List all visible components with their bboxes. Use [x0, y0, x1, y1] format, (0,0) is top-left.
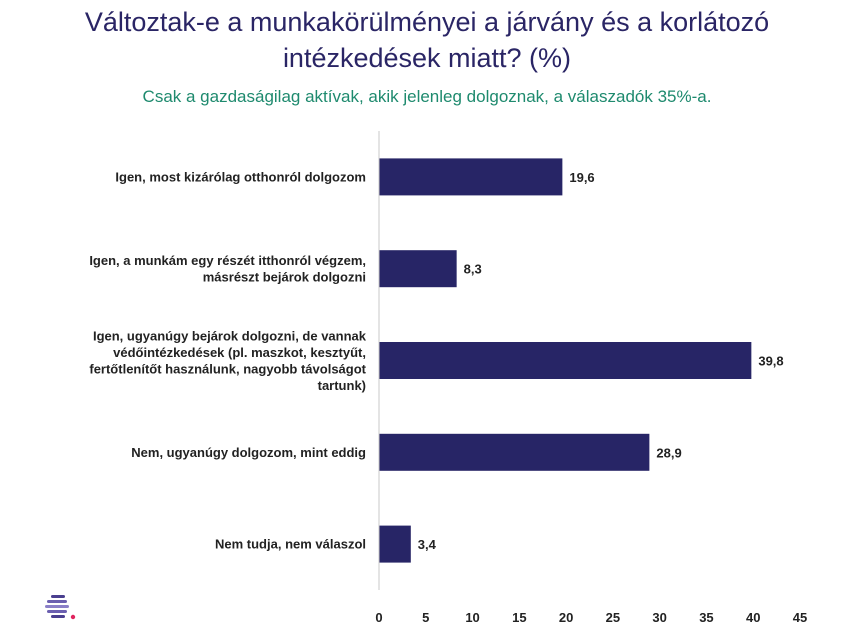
- category-label: Nem, ugyanúgy dolgozom, mint eddig: [131, 444, 366, 460]
- category-label: másrészt bejárok dolgozni: [202, 269, 366, 285]
- x-tick-label: 15: [512, 610, 527, 625]
- bar: [379, 158, 562, 195]
- category-label: védőintézkedések (pl. maszkot, kesztyűt,: [113, 344, 366, 360]
- x-tick-label: 30: [652, 610, 667, 625]
- x-tick-label: 25: [605, 610, 621, 625]
- category-label: Igen, most kizárólag otthonról dolgozom: [115, 169, 366, 185]
- x-tick-label: 5: [422, 610, 430, 625]
- data-label: 19,6: [569, 169, 595, 185]
- x-tick-label: 40: [745, 610, 761, 625]
- bar: [379, 434, 649, 471]
- chart-title-line-2: intézkedések miatt? (%): [282, 43, 572, 73]
- chart-subtitle: Csak a gazdaságilag aktívak, akik jelenleg dolgoznak, a válaszadók 35%-a.: [142, 87, 712, 106]
- data-label: 39,8: [758, 353, 784, 369]
- x-tick-label: 45: [792, 610, 808, 625]
- bar: [379, 526, 411, 563]
- bar: [379, 250, 457, 287]
- category-label: fertőtlenítőt használunk, nagyobb távolságot: [89, 361, 366, 377]
- x-tick-label: 35: [699, 610, 714, 625]
- category-label: Igen, a munkám egy részét itthonról végzem,: [89, 252, 366, 268]
- logo-icon: [42, 593, 78, 621]
- chart-title-line-1: Változtak-e a munkakörülményei a járvány és a korlátozó: [84, 7, 770, 37]
- bar: [379, 342, 751, 379]
- category-label: Nem tudja, nem válaszol: [215, 536, 366, 552]
- x-tick-label: 10: [465, 610, 480, 625]
- data-label: 28,9: [656, 445, 682, 461]
- category-label: Igen, ugyanúgy bejárok dolgozni, de vannak: [92, 328, 366, 344]
- x-tick-label: 0: [375, 610, 383, 625]
- category-label: tartunk): [317, 377, 366, 393]
- data-label: 3,4: [417, 537, 436, 553]
- x-tick-label: 20: [558, 610, 574, 625]
- data-label: 8,3: [463, 261, 482, 277]
